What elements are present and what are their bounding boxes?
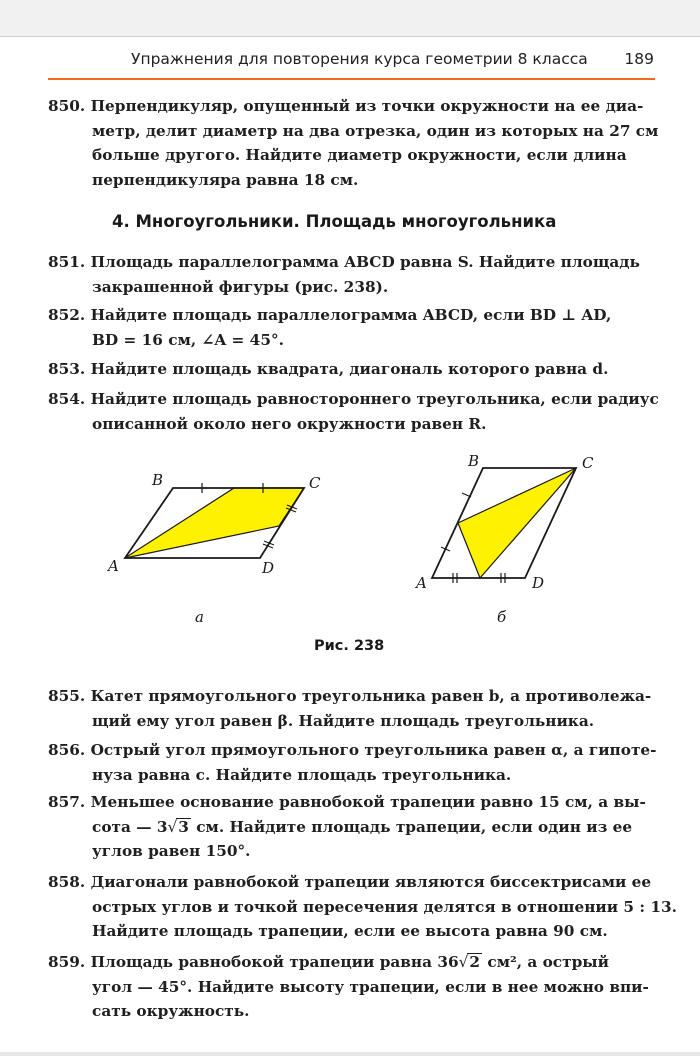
problem-text: угол — 45°. Найдите высоту трапеции, если в нее можно впи- [92, 977, 649, 996]
problem-858 [48, 870, 677, 944]
problem-number: 858. [48, 873, 86, 891]
problem-text: см², а острый [482, 953, 609, 971]
problem-854 [48, 387, 660, 436]
problem-text: Острый угол прямоугольного треугольника равен α, а гипоте- [90, 741, 657, 759]
problem-text: Площадь равнобокой трапеции равна 36 [90, 953, 459, 971]
problem-text: BD = 16 см, ∠A = 45°. [92, 330, 284, 349]
shaded-triangle-a [125, 488, 304, 558]
problem-855 [48, 684, 660, 733]
problem-text: Перпендикуляр, опущенный из точки окружности на ее диа- [90, 97, 644, 115]
problem-number: 853. [48, 360, 86, 378]
radicand: 2 [469, 953, 481, 971]
figure-caption: Рис. 238 [314, 638, 385, 654]
problem-text: Диагонали равнобокой трапеции являются биссектрисами ее [90, 873, 652, 891]
problem-text: углов равен 150°. [92, 842, 251, 860]
problem-text: Катет прямоугольного треугольника равен b, а противолежа- [90, 687, 652, 705]
problem-text: описанной около него окружности равен R. [92, 414, 487, 433]
problem-text: нуза равна c. Найдите площадь треугольника. [92, 765, 512, 784]
viewer-top-bar [0, 0, 700, 37]
problem-number: 857. [48, 793, 86, 811]
subfigure-label: б [497, 608, 507, 626]
header-rule [48, 78, 655, 80]
vertex-label-a: A [416, 574, 427, 592]
problem-text: Меньшее основание равнобокой трапеции равно 15 см, а вы- [90, 793, 646, 811]
vertex-label-c: C [309, 474, 321, 492]
problem-number: 851. [48, 253, 86, 271]
problem-853 [48, 357, 660, 382]
problem-text: метр, делит диаметр на два отрезка, один из которых на 27 см [92, 121, 659, 140]
problem-text: щий ему угол равен β. Найдите площадь треугольника. [92, 711, 595, 730]
problem-850 [48, 94, 660, 192]
figure-b [414, 452, 594, 626]
problem-text: Площадь параллелограмма ABCD равна S. Найдите площадь [90, 253, 640, 271]
problem-number: 856. [48, 741, 86, 759]
section-title: 4. Многоугольники. Площадь многоугольника [112, 212, 557, 231]
problem-number: 859. [48, 953, 86, 971]
vertex-label-d: D [532, 574, 545, 592]
problem-text: Найдите площадь равностороннего треугольника, если радиус [90, 390, 659, 408]
problem-text: больше другого. Найдите диаметр окружности, если длина [92, 146, 627, 164]
vertex-label-b: B [468, 452, 480, 470]
problem-number: 850. [48, 97, 86, 115]
vertex-label-a: A [108, 557, 119, 575]
vertex-label-d: D [262, 559, 275, 577]
radicand: 3 [178, 817, 189, 836]
problem-text: сать окружность. [92, 1002, 250, 1020]
viewer-bottom-bar [0, 1052, 700, 1056]
problem-text: закрашенной фигуры (рис. 238). [92, 277, 389, 296]
problem-text: Найдите площадь квадрата, диагональ которого равна d. [90, 360, 609, 378]
problem-text: см. Найдите площадь трапеции, если один из ее [190, 817, 633, 836]
problem-text: сота — 3 [92, 817, 168, 836]
problem-857: 857. Меньшее основание равнобокой трапеции равно 15 см, а вы- сота — 3√3 см. Найдите площадь трапеции, если один из ее углов равен 150°. [48, 790, 660, 864]
problem-number: 855. [48, 687, 86, 705]
problem-852 [48, 303, 660, 352]
problem-text: Найдите площадь трапеции, если ее высота равна 90 см. [92, 922, 608, 940]
problem-number: 852. [48, 306, 86, 324]
figure-238 [100, 448, 640, 626]
problem-text: острых углов и точкой пересечения делятся в отношении 5 : 13. [92, 897, 677, 916]
problem-text: Найдите площадь параллелограмма ABCD, если BD ⊥ AD, [90, 306, 612, 324]
problem-number: 854. [48, 390, 86, 408]
figure-a [106, 471, 321, 626]
page-number: 189 [624, 50, 654, 68]
problem-text: перпендикуляра равна 18 см. [92, 170, 359, 189]
running-head: Упражнения для повторения курса геометрии 8 класса [131, 50, 588, 68]
problem-856 [48, 738, 660, 787]
problem-859: 859. Площадь равнобокой трапеции равна 36√2 см², а острый угол — 45°. Найдите высоту трапеции, если в нее можно впи- сать окружность. [48, 950, 660, 1024]
vertex-label-c: C [582, 454, 594, 472]
problem-851 [48, 250, 660, 299]
vertex-label-b: B [152, 471, 164, 489]
subfigure-label: а [195, 608, 204, 626]
